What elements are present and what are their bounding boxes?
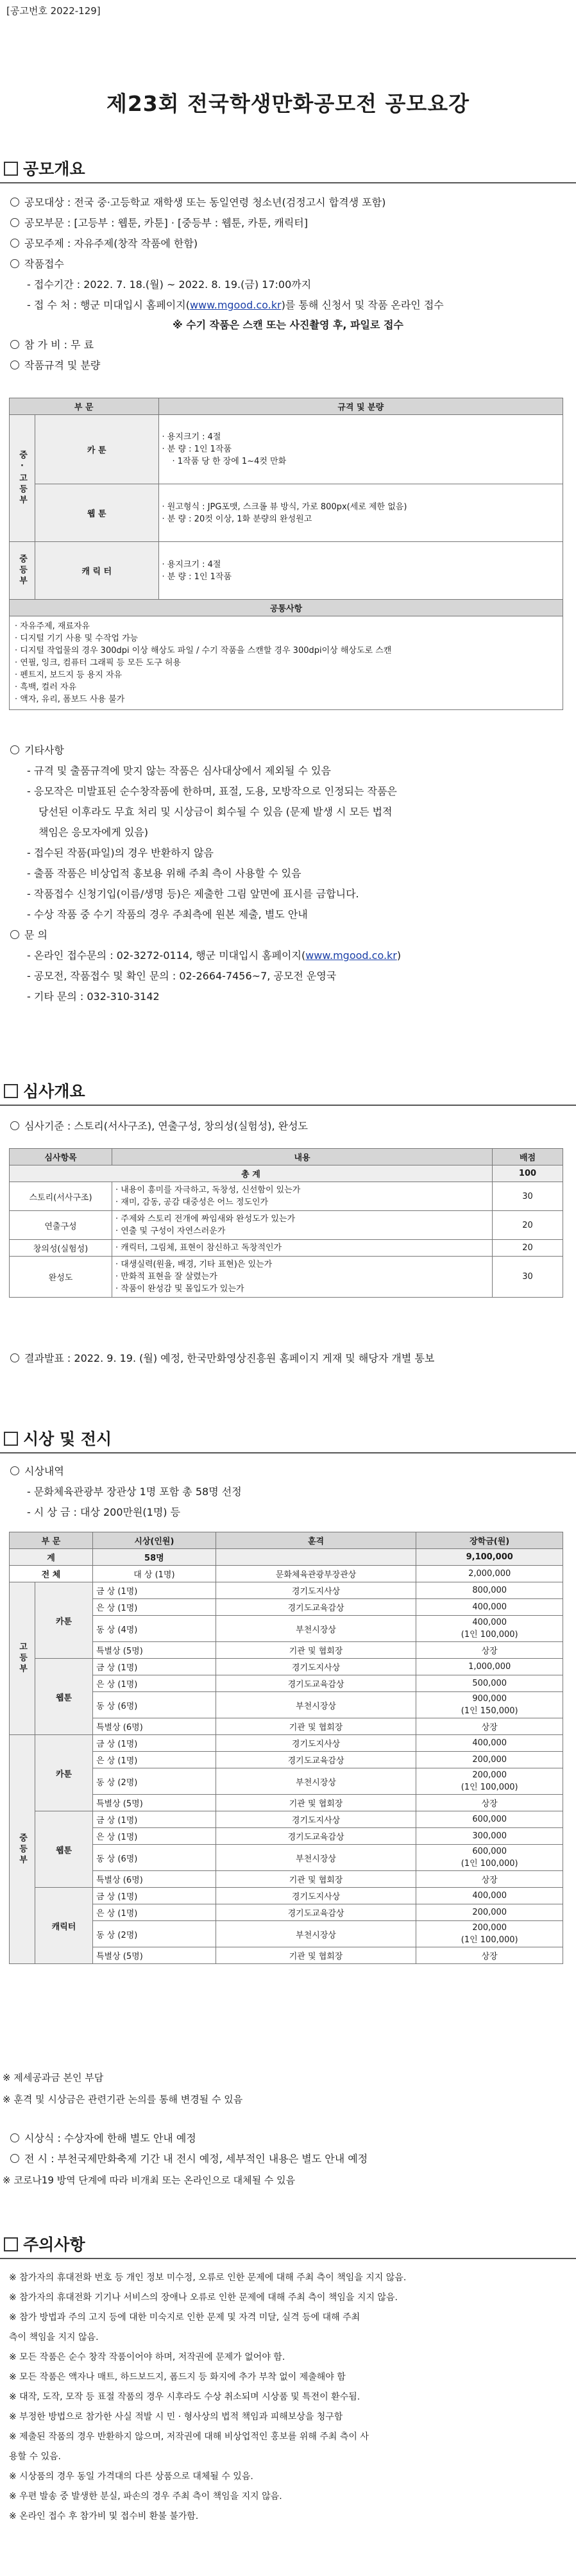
caution-item: ※ 모든 작품은 순수 창작 작품이어야 하며, 저작권에 문제가 없어야 함. — [9, 2352, 285, 2362]
award-row — [10, 1795, 563, 1811]
award-row — [10, 1947, 563, 1964]
award-title: 경기도교육감상 — [216, 1904, 416, 1921]
circle-bullet-icon — [10, 2133, 19, 2142]
award-count: 특별상 (5명) — [93, 1642, 216, 1659]
award-title: 기관 및 협회장 — [216, 1871, 416, 1888]
award-title: 부천시장상 — [216, 1616, 416, 1642]
square-bullet-icon — [4, 1432, 18, 1446]
caution-item: 측이 책임을 지지 않음. — [9, 2332, 99, 2343]
caution-item: ※ 부정한 방법으로 참가한 사실 적발 시 민 · 형사상의 법적 책임과 피해보상을 청구함 — [9, 2412, 343, 2422]
award-prize: 200,000 — [416, 1752, 563, 1768]
award-prize: 1,000,000 — [416, 1659, 563, 1675]
award-row — [10, 1692, 563, 1718]
award-row — [10, 1718, 563, 1735]
award-title: 부천시장상 — [216, 1768, 416, 1795]
award-title: 경기도지사상 — [216, 1659, 416, 1675]
common-rules: · 자유주제, 재료자유 · 디지털 기기 사용 및 수작업 가능 · 디지털 작업물의 경우 300dpi 이상 해상도 파일 / 수기 작품을 스캔할 경우 300dpi이상 해상도로 스캔 · 연필, 잉크, 컴퓨터 그래픽 등 모든 도구 허용 · 펜트지, 보드지 등 용지 자유 · 흑백, 컬러 자유 · 액자, 유리, 폼보드 사용 불가 — [10, 616, 563, 710]
award-title: 부천시장상 — [216, 1692, 416, 1718]
award-row — [10, 1675, 563, 1692]
section-awards-heading: 시상 및 전시 — [0, 1428, 576, 1453]
award-prize: 200,000 (1인 100,000) — [416, 1768, 563, 1795]
square-bullet-icon — [4, 2237, 18, 2251]
caution-item: ※ 제출된 작품의 경우 반환하지 않으며, 저작권에 대해 비상업적인 홍보를 위해 주최 측이 사 — [9, 2432, 369, 2442]
awards-table: 부 문 시상(인원) 훈격 장학금(원) 계 58명 9,100,000 전 체 대 상 (1명) 문화체육관광부장관상 2,000,000 고등부 카툰 금 상 (1명) 경기도지사상 800,000 은 상 (1명) 경기도교육감상 400,000 동 상 (4명) 부천시장상 400,000 (1인 100,000) 특별상 (5명) 기관 및 협회장 상장 웹툰 금 상 (1명) 경기도지사상 1,000,000 은 상 (1명) 경기도교육감상 500,000 동 상 (6명) 부천시장상 900,000 (1인 150,000) 특별상 (6명) 기관 및 협회장 상장 중등부 카툰 금 상 (1명) 경기도지사상 400,000 은 상 (1명) 경기도교육감상 200,000 동 상 (2명) 부천시장상 200,000 (1인 100,000) 특별상 (5명) 기관 및 협회장 상장 웹툰 금 상 (1명) 경기도지사상 600,000 은 상 (1명) 경기도교육감상 300,000 동 상 (6명) 부천시장상 600,000 (1인 100,000) 특별상 (6명) 기관 및 협회장 상장 캐릭터 금 상 (1명) 경기도지사상 400,000 은 상 (1명) 경기도교육감상 200,000 동 상 (2명) 부천시장상 200,000 (1인 100,000) 특별상 (5명) 기관 및 협회장 상장 — [9, 1532, 563, 1964]
award-count: 은 상 (1명) — [93, 1675, 216, 1692]
award-title: 경기도교육감상 — [216, 1752, 416, 1768]
notice-number: [공고번호 2022-129] — [6, 5, 101, 17]
award-count: 금 상 (1명) — [93, 1659, 216, 1675]
circle-bullet-icon — [10, 218, 19, 227]
award-count: 특별상 (6명) — [93, 1718, 216, 1735]
judging-table-wrap — [0, 1148, 576, 1298]
page-title: 제23회 전국학생만화공모전 공모요강 — [106, 91, 470, 116]
award-title: 경기도교육감상 — [216, 1675, 416, 1692]
award-title: 기관 및 협회장 — [216, 1718, 416, 1735]
award-row — [10, 1752, 563, 1768]
award-prize: 800,000 — [416, 1582, 563, 1599]
award-category: 웹툰 — [35, 1659, 93, 1735]
award-row — [10, 1845, 563, 1871]
award-row — [10, 1735, 563, 1752]
circle-bullet-icon — [10, 745, 19, 754]
submission-period: - 접수기간 : 2022. 7. 18.(월) ~ 2022. 8. 19.(금) 17:00까지 — [27, 278, 312, 291]
award-prize: 상장 — [416, 1642, 563, 1659]
overview-fee: 참 가 비 : 무 료 — [0, 335, 576, 355]
caution-item: ※ 대작, 도작, 모작 등 표절 작품의 경우 시후라도 수상 취소되며 시상품 및 특전이 환수됨. — [9, 2392, 360, 2402]
circle-bullet-icon — [10, 1466, 19, 1475]
award-prize: 상장 — [416, 1795, 563, 1811]
award-title: 경기도지사상 — [216, 1582, 416, 1599]
tax-note: ※ 제세공과금 본인 부담 — [3, 2072, 104, 2083]
section-judging-heading: 심사개요 — [0, 1080, 576, 1106]
caution-item: ※ 참가 방법과 주의 고지 등에 대한 미숙지로 인한 문제 및 자격 미달, 실격 등에 대해 주최 — [9, 2312, 360, 2323]
award-count: 은 상 (1명) — [93, 1752, 216, 1768]
circle-bullet-icon — [10, 2154, 19, 2163]
award-row — [10, 1768, 563, 1795]
award-title: 경기도지사상 — [216, 1735, 416, 1752]
submission-method: - 접 수 처 : 행군 미대입시 홈페이지(www.mgood.co.kr)를 통해 신청서 및 작품 온라인 접수 — [27, 299, 444, 311]
caution-item: ※ 온라인 접수 후 참가비 및 접수비 환불 불가함. — [9, 2511, 199, 2521]
circle-bullet-icon — [10, 340, 19, 349]
award-prize: 900,000 (1인 150,000) — [416, 1692, 563, 1718]
circle-bullet-icon — [10, 198, 19, 207]
overview-submission: 작품접수 — [0, 254, 576, 275]
award-prize: 400,000 — [416, 1888, 563, 1904]
award-level: 고등부 — [10, 1582, 35, 1735]
awards-table-wrap — [0, 1532, 576, 1964]
circle-bullet-icon — [10, 239, 19, 248]
award-title: 경기도지사상 — [216, 1811, 416, 1828]
award-count: 금 상 (1명) — [93, 1888, 216, 1904]
award-prize: 300,000 — [416, 1828, 563, 1845]
award-title: 기관 및 협회장 — [216, 1947, 416, 1964]
award-title: 부천시장상 — [216, 1845, 416, 1871]
caution-item: ※ 모든 작품은 액자나 매트, 하드보드지, 폼드지 등 화지에 추가 부착 없이 제출해야 함 — [9, 2372, 346, 2382]
award-prize: 상장 — [416, 1871, 563, 1888]
award-count: 은 상 (1명) — [93, 1904, 216, 1921]
square-bullet-icon — [4, 162, 18, 176]
other-notes: 기타사항 - 규격 및 출품규격에 맞지 않는 작품은 심사대상에서 제외될 수 있음 - 응모작은 미발표된 순수창작품에 한하며, 표절, 도용, 모방작으로 인정되는 작품은 당선된 이후라도 무효 처리 및 시상금이 회수될 수 있음 (문제 발생 시 모든 법적 책임은 응모자에게 있음) - 접수된 작품(파일)의 경우 반환하지 않음 - 출품 작품은 비상업적 홍보용 위해 주최 측이 사용할 수 있음 - 작품접수 신청기입(이름/생명 등)은 제출한 그림 앞면에 표시를 금합니다. - 수상 작품 중 수기 작품의 경우 주최측에 원본 제출, 별도 안내 문 의 - 온라인 접수문의 : 02-3272-0114, 행군 미대입시 홈페이지(www.mgood.co.kr) - 공모전, 작품접수 및 확인 문의 : 02-2664-7456~7, 공모전 운영국 - 기타 문의 : 032-310-3142 — [0, 740, 576, 1007]
award-prize: 상장 — [416, 1718, 563, 1735]
award-count: 특별상 (5명) — [93, 1795, 216, 1811]
award-prize: 600,000 — [416, 1811, 563, 1828]
award-row — [10, 1616, 563, 1642]
section-cautions-heading: 주의사항 — [0, 2233, 576, 2259]
award-prize: 500,000 — [416, 1675, 563, 1692]
award-row — [10, 1888, 563, 1904]
circle-bullet-icon — [10, 1353, 19, 1362]
spec-table: 부 문 규격 및 분량 중·고등부 카 툰 · 용지크기 : 4절 · 분 량 : 1인 1작품 · 1작품 당 한 장에 1~4컷 만화 웹 툰 · 원고형식 : JPG포맷, 스크롤 뷰 방식, 가로 800px(세로 제한 없음) · 분 량 : 20컷 이상, 1화 분량의 완성원고 중등부 캐 릭 터 · 용지크기 : 4절 · 분 량 : 1인 1작품 공통사항 · 자유주제, 재료자유 · 디지털 기기 사용 및 수작업 가능 · 디지털 작업물의 경우 300dpi 이상 해상도 파일 / 수기 작품을 스캔할 경우 300dpi이상 해상도로 스캔 · 연필, 잉크, 컴퓨터 그래픽 등 모든 도구 허용 · 펜트지, 보드지 등 용지 자유 · 흑백, 컬러 자유 · 액자, 유리, 폼보드 사용 불가 — [9, 398, 563, 710]
square-bullet-icon — [4, 1084, 18, 1098]
award-count: 은 상 (1명) — [93, 1599, 216, 1616]
award-count: 동 상 (2명) — [93, 1921, 216, 1947]
award-count: 금 상 (1명) — [93, 1811, 216, 1828]
award-prize: 400,000 — [416, 1735, 563, 1752]
award-count: 동 상 (2명) — [93, 1768, 216, 1795]
award-title: 기관 및 협회장 — [216, 1795, 416, 1811]
award-prize: 200,000 — [416, 1904, 563, 1921]
circle-bullet-icon — [10, 360, 19, 369]
award-prize: 400,000 (1인 100,000) — [416, 1616, 563, 1642]
award-row — [10, 1642, 563, 1659]
award-title: 경기도교육감상 — [216, 1599, 416, 1616]
website-link[interactable]: www.mgood.co.kr — [189, 299, 282, 311]
cautions-list — [0, 2268, 576, 2527]
award-prize: 상장 — [416, 1947, 563, 1964]
caution-item: ※ 우편 발송 중 발생한 분실, 파손의 경우 주최 측이 책임을 지지 않음. — [9, 2491, 282, 2502]
overview-target: 공모대상 : 전국 중·고등학교 재학생 또는 동일연령 청소년(검정고시 합격생 포함) — [0, 192, 576, 213]
award-title: 기관 및 협회장 — [216, 1642, 416, 1659]
inquiry-website-link[interactable]: www.mgood.co.kr — [305, 949, 397, 962]
judging-table: 심사항목 내용 배점 총 계 100 스토리(서사구조) · 내용이 흥미를 자극하고, 독창성, 신선함이 있는가 · 재미, 감동, 공감 대중성은 어느 정도인가 30 연출구성 · 주제와 스토리 전개에 짜임새와 완성도가 있는가 · 연출 및 구성이 자연스러운가 20 창의성(실험성) · 캐릭터, 그림체, 표현이 참신하고 독창적인가 20 완성도 · 대생실력(원율, 배경, 기타 표현)은 있는가 · 만화적 표현을 잘 살렸는가 · 작품이 완성감 및 몰입도가 있는가 30 — [9, 1148, 563, 1298]
award-level: 중등부 — [10, 1735, 35, 1964]
award-category: 카툰 — [35, 1735, 93, 1811]
result-announcement: 결과발표 : 2022. 9. 19. (월) 예정, 한국만화영상진흥원 홈페이지 게재 및 해당자 개별 통보 — [0, 1348, 576, 1369]
award-prize: 400,000 — [416, 1599, 563, 1616]
character-rules: · 용지크기 : 4절 · 분 량 : 1인 1작품 — [158, 542, 563, 600]
award-row — [10, 1582, 563, 1599]
award-count: 특별상 (5명) — [93, 1947, 216, 1964]
award-count: 동 상 (6명) — [93, 1692, 216, 1718]
award-change-note: ※ 훈격 및 시상금은 관련기관 논의를 통해 변경될 수 있음 — [3, 2094, 243, 2105]
award-row — [10, 1871, 563, 1888]
award-row — [10, 1828, 563, 1845]
award-count: 금 상 (1명) — [93, 1735, 216, 1752]
award-category: 카툰 — [35, 1582, 93, 1659]
webtoon-rules: · 원고형식 : JPG포맷, 스크롤 뷰 방식, 가로 800px(세로 제한 없음) · 분 량 : 20컷 이상, 1화 분량의 완성원고 — [158, 484, 563, 542]
overview-list — [0, 192, 576, 376]
caution-item: ※ 참가자의 휴대전화 기기나 서비스의 장애나 오류로 인한 문제에 대해 주최 측이 책임을 지지 않음. — [9, 2292, 398, 2303]
spec-table-wrap — [0, 398, 576, 710]
award-prize: 200,000 (1인 100,000) — [416, 1921, 563, 1947]
overview-categories: 공모부문 : [고등부 : 웹툰, 카툰] · [중등부 : 웹툰, 카툰, 캐릭터] — [0, 213, 576, 233]
award-title: 경기도지사상 — [216, 1888, 416, 1904]
award-category: 캐릭터 — [35, 1888, 93, 1964]
circle-bullet-icon — [10, 930, 19, 939]
award-row — [10, 1921, 563, 1947]
award-row — [10, 1811, 563, 1828]
circle-bullet-icon — [10, 1121, 19, 1130]
award-count: 은 상 (1명) — [93, 1828, 216, 1845]
award-count: 동 상 (6명) — [93, 1845, 216, 1871]
award-prize: 600,000 (1인 100,000) — [416, 1845, 563, 1871]
caution-item: ※ 시상품의 경우 동일 가격대의 다른 상품으로 대체될 수 있음. — [9, 2471, 253, 2482]
handwritten-note: ※ 수기 작품은 스캔 또는 사진촬영 후, 파일로 접수 — [173, 319, 403, 331]
cartoon-rules: · 용지크기 : 4절 · 분 량 : 1인 1작품 · 1작품 당 한 장에 1~4컷 만화 — [158, 415, 563, 484]
award-title: 경기도교육감상 — [216, 1828, 416, 1845]
caution-item: 용할 수 있음. — [9, 2452, 61, 2462]
caution-item: ※ 참가자의 휴대전화 번호 등 개인 정보 미수정, 오류로 인한 문제에 대해 주최 측이 책임을 지지 않음. — [9, 2273, 407, 2283]
award-count: 특별상 (6명) — [93, 1871, 216, 1888]
award-row — [10, 1904, 563, 1921]
overview-spec: 작품규격 및 분량 — [0, 355, 576, 376]
overview-theme: 공모주제 : 자유주제(창작 작품에 한함) — [0, 233, 576, 254]
award-count: 동 상 (4명) — [93, 1616, 216, 1642]
award-title: 부천시장상 — [216, 1921, 416, 1947]
section-overview-heading: 공모개요 — [0, 158, 576, 183]
award-row — [10, 1659, 563, 1675]
award-row — [10, 1599, 563, 1616]
judging-criteria: 심사기준 : 스토리(서사구조), 연출구성, 창의성(실험성), 완성도 — [0, 1116, 576, 1137]
award-category: 웹툰 — [35, 1811, 93, 1888]
award-count: 금 상 (1명) — [93, 1582, 216, 1599]
notice-page: [공고번호 2022-129] 제23회 전국학생만화공모전 공모요강 공모개요 공모대상 : 전국 중·고등학교 재학생 또는 동일연령 청소년(검정고시 합격생 포함) 공모부문 : [고등부 : 웹툰, 카툰] · [중등부 : 웹툰, 카툰, 캐릭터] 공모주제 : 자유주제(창작 작품에 한함) 작품접수 - 접수기간 : 2022. 7. 18.(월) ~ 2022. 8. 19.(금) 17:00까지 - 접 수 처 : 행군 미대입시 홈페이지(www.mgood.co.kr)를 통해 신청서 및 작품 온라인 접수 ※ 수기 작품은 스캔 또는 사진촬영 후, 파일로 접수 참 가 비 : 무 료 작품규격 및 분량 부 문 규격 및 분량 중·고등부 카 툰 · 용지크기 : 4절 · 분 량 : 1인 1작품 · 1작품 당 한 장에 1~4컷 만화 웹 툰 · 원고형식 : JPG포맷, 스크롤 뷰 방식, 가로 800px(세로 제한 없음) · 분 량 : 20컷 이상, 1화 분량의 완성원고 중등부 캐 릭 터 · 용지크기 : 4절 · 분 량 : 1인 1작품 공통사항 · 자유주제, 재료자유 · 디지털 기기 사용 및 수작업 가능 · 디지털 작업물의 경우 300dpi 이상 해상도 파일 / 수기 작품을 스캔할 경우 300dpi이상 해상도로 스캔 · 연필, 잉크, 컴퓨터 그래픽 등 모든 도구 허용 · 펜트지, 보드지 등 용지 자유 · 흑백, 컬러 자유 · 액자, 유리, 폼보드 사용 불가 기타사항 - 규격 및 출품규격에 맞지 않는 작품은 심사대상에서 제외될 수 있음 - 응모작은 미발표된 순수창작품에 한하며, 표절, 도용, 모방작으로 인정되는 작품은 당선된 이후라도 무효 처리 및 시상금이 회수될 수 있음 (문제 발생 시 모든 법적 책임은 응모자에게 있음) - 접수된 작품(파일)의 경우 반환하지 않음 - 출품 작품은 비상업적 홍보용 위해 주최 측이 사용할 수 있음 - 작품접수 신청기입(이름/생명 등)은 제출한 그림 앞면에 표시를 금합니다. - 수상 작품 중 수기 작품의 경우 주최측에 원본 제출, 별도 안내 문 의 - 온라인 접수문의 : 02-3272-0114, 행군 미대입시 홈페이지(www.mgood.co.kr) - 공모전, 작품접수 및 확인 문의 : 02-2664-7456~7, 공모전 운영국 - 기타 문의 : 032-310-3142 심사개요 심사기준 : 스토리(서사구조), 연출구성, 창의성(실험성), 완성도 심사항목 내용 배점 총 계 100 스토리(서사구조) · 내용이 흥미를 자극하고, 독창성, 신선함이 있는가 · 재미, 감동, 공감 대중성은 어느 정도인가 30 연출구성 · 주제와 스토리 전개에 짜임새와 완성도가 있는가 · 연출 및 구성이 자연스러운가 20 창의성(실험성) · 캐릭터, 그림체, 표현이 참신하고 독창적인가 20 완성도 · 대생실력(원율, 배경, 기타 표현)은 있는가 · 만화적 표현을 잘 살렸는가 · 작품이 완성감 및 몰입도가 있는가 30 결과발표 : 2022. 9. 19. (월) 예정, 한국만화영상진흥원 홈페이지 게재 및 해당자 개별 통보 시상 및 전시 시상내역 - 문화체육관광부 장관상 1명 포함 총 58명 선정 - 시 상 금 : 대상 200만원(1명) 등 부 문 시상(인원) 훈격 장학금(원) 계 58명 9,100,000 전 체 대 상 (1명) 문화체육관광부장관상 2,000,000 고등부 카툰 금 상 (1명) 경기도지사상 800,000 은 상 (1명) 경기도교육감상 400,000 동 상 (4명) 부천시장상 400,000 (1인 100,000) 특별상 (5명) 기관 및 협회장 상장 웹툰 금 상 (1명) 경기도지사상 1,000,000 은 상 (1명) 경기도교육감상 500,000 동 상 (6명) 부천시장상 900,000 (1인 150,000) 특별상 (6명) 기관 및 협회장 상장 중등부 카툰 금 상 (1명) 경기도지사상 400,000 은 상 (1명) 경기도교육감상 200,000 동 상 (2명) 부천시장상 200,000 (1인 100,000) 특별상 (5명) 기관 및 협회장 상장 웹툰 금 상 (1명) 경기도지사상 600,000 은 상 (1명) 경기도교육감상 300,000 동 상 (6명) 부천시장상 600,000 (1인 100,000) 특별상 (6명) 기관 및 협회장 상장 캐릭터 금 상 (1명) 경기도지사상 400,000 은 상 (1명) 경기도교육감상 200,000 동 상 (2명) 부천시장상 200,000 (1인 100,000) 특별상 (5명) 기관 및 협회장 상장 ※ 제세공과금 본인 부담 ※ 훈격 및 시상금은 관련기관 논의를 통해 변경될 수 있음 시상식 : 수상자에 한해 별도 안내 예정 전 시 : 부천국제만화축제 기간 내 전시 예정, 세부적인 내용은 별도 안내 예정 ※ 코로나19 방역 단계에 따라 비개최 또는 온라인으로 대체될 수 있음 주의사항 ※ 참가자의 휴대전화 번호 등 개인 정보 미수정, 오류로 인한 문제에 대해 주최 측이 책임을 지지 않음. ※ 참가자의 휴대전화 기기나 서비스의 장애나 오류로 인한 문제에 대해 주최 측이 책임을 지지 않음. ※ 참가 방법과 주의 고지 등에 대한 미숙지로 인한 문제 및 자격 미달, 실격 등에 대해 주최 측이 책임을 지지 않음. ※ 모든 작품은 순수 창작 작품이어야 하며, 저작권에 문제가 없어야 함. ※ 모든 작품은 액자나 매트, 하드보드지, 폼드지 등 화지에 추가 부착 없이 제출해야 함 ※ 대작, 도작, 모작 등 표절 작품의 경우 시후라도 수상 취소되며 시상품 및 특전이 환수됨. ※ 부정한 방법으로 참가한 사실 적발 시 민 · 형사상의 법적 책임과 피해보상을 청구함 ※ 제출된 작품의 경우 반환하지 않으며, 저작권에 대해 비상업적인 홍보를 위해 주최 측이 사 용할 수 있음. ※ 시상품의 경우 동일 가격대의 다른 상품으로 대체될 수 있음. ※ 우편 발송 중 발생한 분실, 파손의 경우 주최 측이 책임을 지지 않음. ※ 온라인 접수 후 참가비 및 접수비 환불 불가함. — [0, 0, 576, 2576]
circle-bullet-icon — [10, 259, 19, 268]
